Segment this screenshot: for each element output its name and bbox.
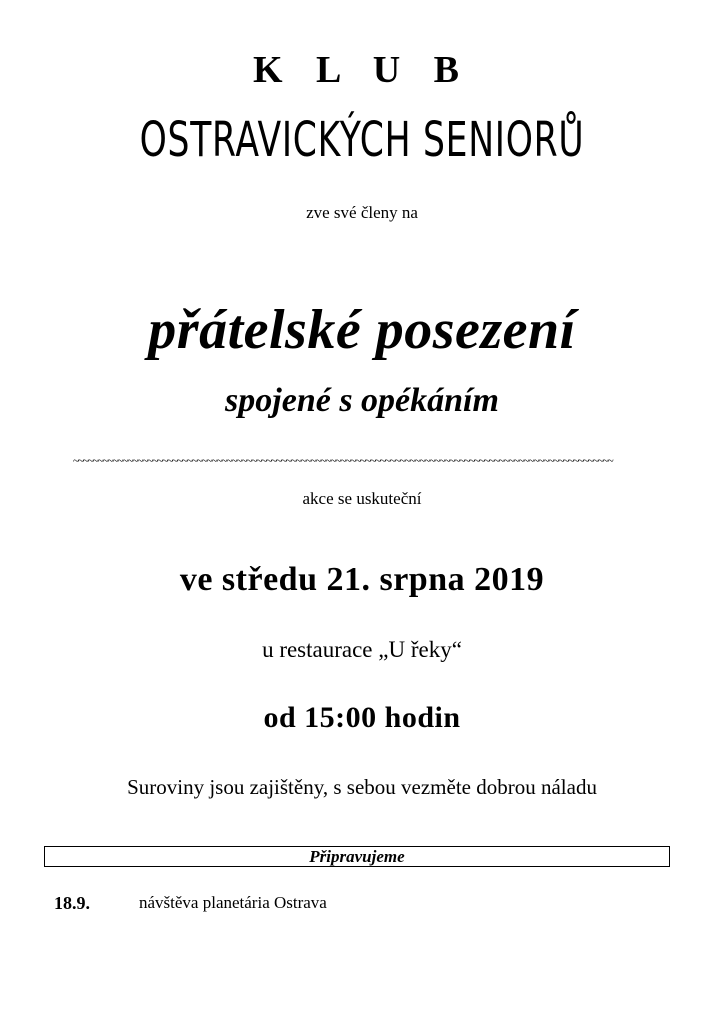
upcoming-heading-box (44, 846, 670, 867)
event-title: přátelské posezení (148, 299, 576, 361)
akce-text: akce se uskuteční (302, 489, 422, 508)
event-note: Suroviny jsou zajištěny, s sebou vezměte dobrou náladu (127, 775, 597, 799)
event-time: od 15:00 hodin (263, 701, 461, 734)
invite-text: zve své členy na (306, 203, 418, 222)
event-place: u restaurace „U řeky“ (262, 637, 462, 662)
klub-heading: K L U B (252, 49, 472, 91)
upcoming-item-text: návštěva planetária Ostrava (139, 893, 327, 912)
event-subtitle: spojené s opékáním (225, 382, 499, 419)
upcoming-item-date: 18.9. (54, 893, 90, 913)
decorative-divider: ~~~~~~~~~~~~~~~~~~~~~~~~~~~~~~~~~~~~~~~~~~~~~~~~~~~~~~~~~~~~~~~~~~~~~~~~~~~~~~~~~~~~~~~~~~~~~~~~~~~~~~~~~~~~~ (73, 455, 613, 467)
upcoming-heading: Připravujeme (309, 847, 405, 866)
club-name-heading: OSTRAVICKÝCH SENIORŮ (139, 112, 585, 168)
event-date: ve středu 21. srpna 2019 (179, 561, 545, 598)
